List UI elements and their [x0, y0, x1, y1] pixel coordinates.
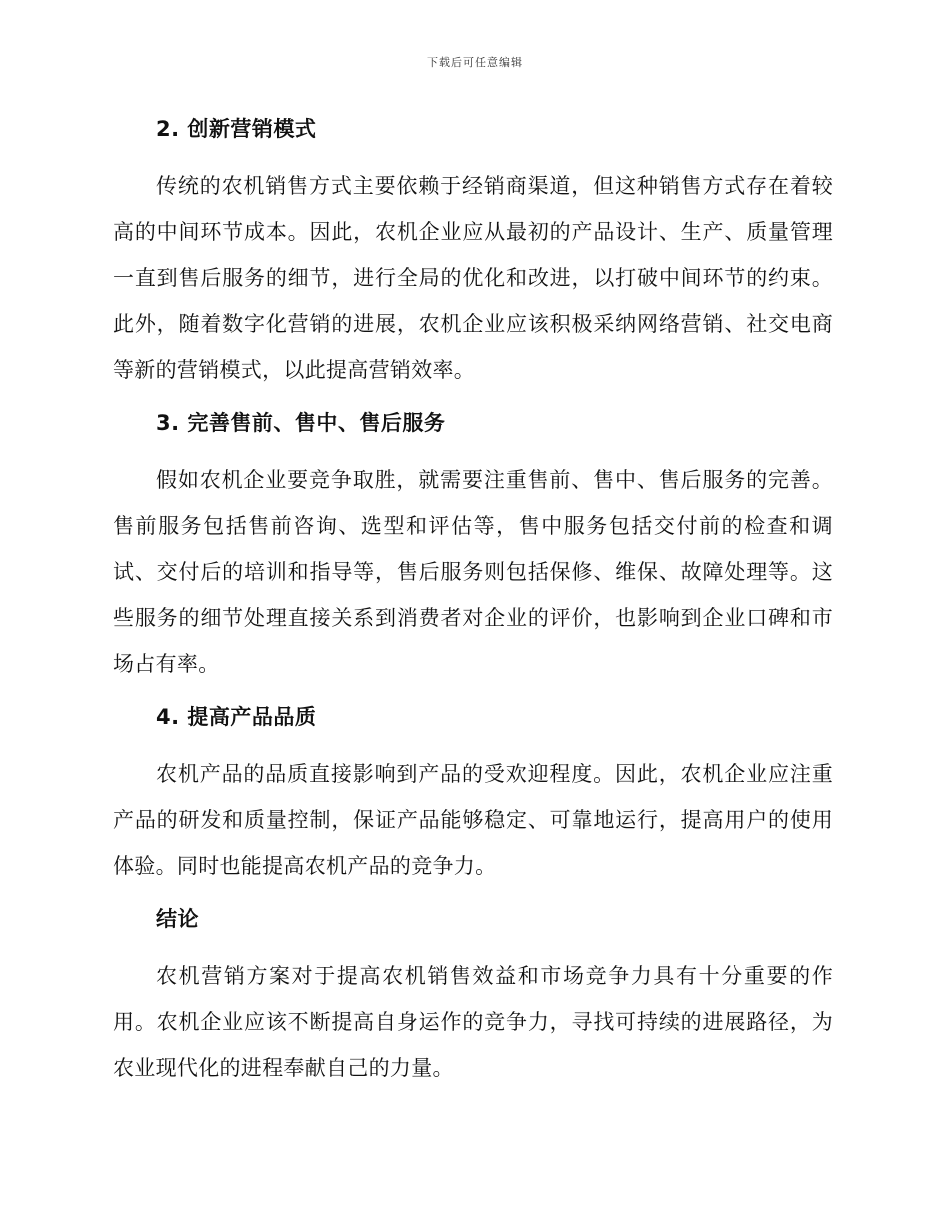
section-paragraph-marketing-model: 传统的农机销售方式主要依赖于经销商渠道，但这种销售方式存在着较高的中间环节成本。因此，农机企业应从最初的产品设计、生产、质量管理一直到售后服务的细节，进行全局的优化和改进，以打破中间环节的约束。此外，随着数字化营销的进展，农机企业应该积极采纳网络营销、社交电商等新的营销模式，以此提高营销效率。 — [113, 174, 833, 382]
section-heading-service: 3. 完善售前、售中、售后服务 — [156, 411, 446, 435]
section-heading-quality: 4. 提高产品品质 — [156, 705, 317, 729]
section-paragraph-quality: 农机产品的品质直接影响到产品的受欢迎程度。因此，农机企业应注重产品的研发和质量控制，保证产品能够稳定、可靠地运行，提高用户的使用体验。同时也能提高农机产品的竞争力。 — [113, 762, 833, 878]
header-note: 下载后可任意编辑 — [427, 56, 523, 69]
section-paragraph-conclusion: 农机营销方案对于提高农机销售效益和市场竞争力具有十分重要的作用。农机企业应该不断提高自身运作的竞争力，寻找可持续的进展路径，为农业现代化的进程奉献自己的力量。 — [113, 964, 833, 1080]
section-paragraph-service: 假如农机企业要竞争取胜，就需要注重售前、售中、售后服务的完善。售前服务包括售前咨询、选型和评估等，售中服务包括交付前的检查和调试、交付后的培训和指导等，售后服务则包括保修、维保、故障处理等。这些服务的细节处理直接关系到消费者对企业的评价，也影响到企业口碑和市场占有率。 — [113, 468, 833, 676]
document-body — [113, 110, 833, 1091]
section-heading-conclusion: 结论 — [156, 907, 199, 931]
section-heading-marketing-model: 2. 创新营销模式 — [156, 117, 317, 141]
